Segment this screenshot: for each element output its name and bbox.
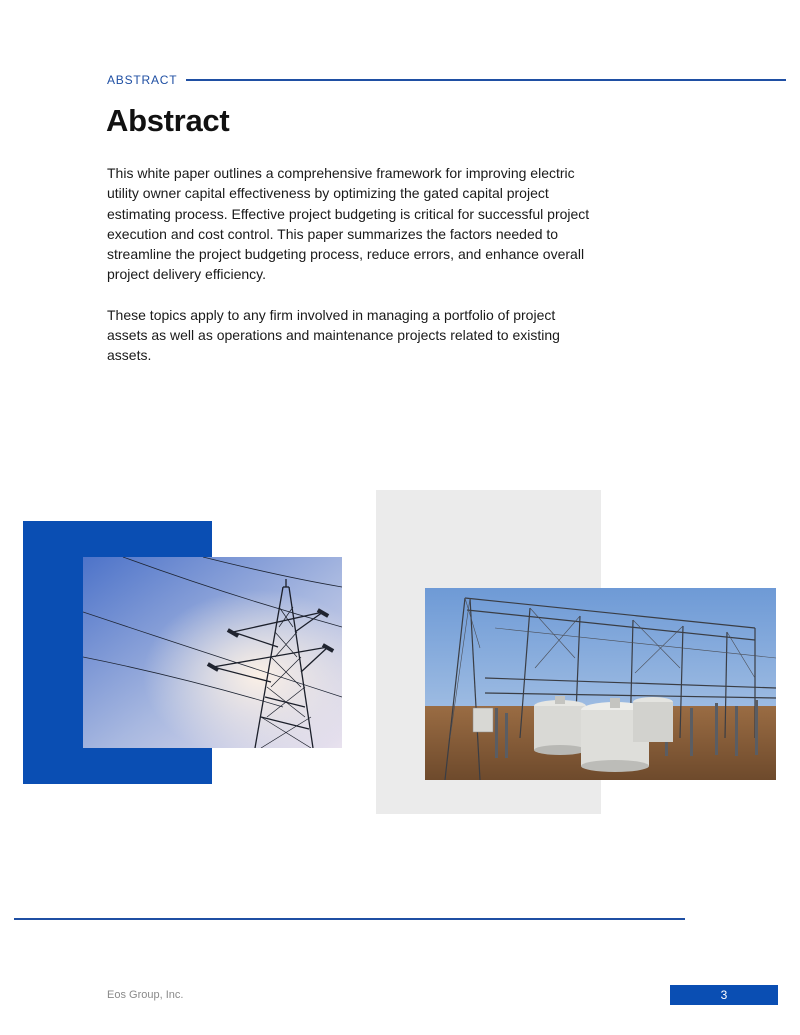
- footer-company-name: Eos Group, Inc.: [107, 989, 184, 1001]
- transmission-tower-photo: [83, 557, 342, 748]
- abstract-paragraph-1: This white paper outlines a comprehensive framework for improving electric utility owner capital effectiveness by optimizing the gated capital project estimating process. Effective project budgeting is critical for successful project execution and cost control. This paper summarizes the factors needed to streamline the project budgeting process, reduce errors, and enhance overall project delivery efficiency.: [107, 165, 590, 283]
- electrical-substation-photo: [425, 588, 776, 780]
- footer-rule: [14, 918, 685, 920]
- abstract-body: [107, 163, 592, 386]
- section-label: ABSTRACT: [107, 73, 178, 87]
- abstract-paragraph-2: These topics apply to any firm involved in managing a portfolio of project assets as well as operations and maintenance projects related to existing assets.: [107, 306, 560, 364]
- section-header-rule: [186, 79, 786, 81]
- page-title: Abstract: [106, 103, 230, 138]
- page-number-badge: 3: [670, 985, 778, 1005]
